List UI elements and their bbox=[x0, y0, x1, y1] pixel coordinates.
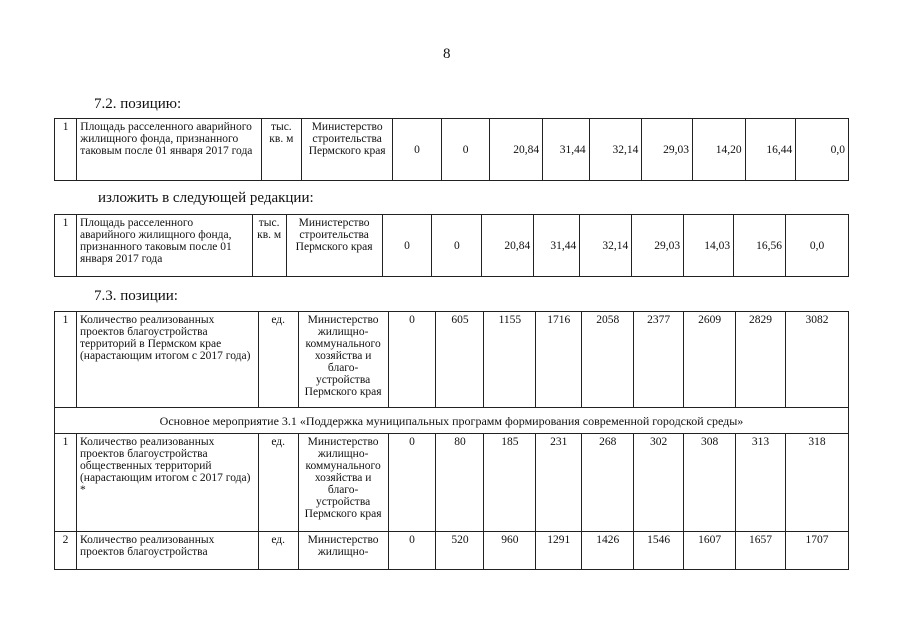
value-cell: 0 bbox=[441, 119, 490, 181]
indicator-cell: Количество реализованных проектов благоустройства территорий в Пермском крае (нарастающим итогом с 2017 года) bbox=[76, 312, 258, 408]
value-cell: 80 bbox=[436, 434, 484, 532]
value-cell: 302 bbox=[634, 434, 684, 532]
indicator-cell: Количество реализованных проектов благоустройства общественных территорий (нарастающим итогом с 2017 года) * bbox=[76, 434, 258, 532]
value-cell: 318 bbox=[786, 434, 849, 532]
indicator-cell: Площадь расселенного аварийного жилищного фонда, признанного таковым после 01 января 2017 года bbox=[77, 119, 261, 181]
positions-73-table bbox=[54, 311, 849, 570]
value-cell: 2829 bbox=[736, 312, 786, 408]
value-cell: 605 bbox=[436, 312, 484, 408]
ministry-cell: Министерство строительства Пермского края bbox=[286, 215, 382, 277]
value-cell: 14,20 bbox=[692, 119, 745, 181]
row-number: 1 bbox=[55, 312, 77, 408]
unit-cell: ед. bbox=[258, 312, 298, 408]
ministry-cell: Министерство жилищно-коммунального хозяйства и благо-устройства Пермского края bbox=[298, 312, 388, 408]
row-number: 1 bbox=[55, 215, 77, 277]
value-cell: 2058 bbox=[582, 312, 634, 408]
main-activity-subheader: Основное мероприятие 3.1 «Поддержка муниципальных программ формирования современной городской среды» bbox=[55, 408, 849, 434]
value-cell: 1155 bbox=[484, 312, 536, 408]
page-number: 8 bbox=[443, 46, 451, 62]
value-cell: 520 bbox=[436, 532, 484, 570]
redaction-text: изложить в следующей редакции: bbox=[98, 190, 314, 206]
value-cell: 14,03 bbox=[684, 215, 734, 277]
value-cell: 16,56 bbox=[734, 215, 786, 277]
indicator-cell: Количество реализованных проектов благоустройства bbox=[76, 532, 258, 570]
ministry-cell: Министерство жилищно-коммунального хозяйства и благо-устройства Пермского края bbox=[298, 434, 388, 532]
value-cell: 0,0 bbox=[786, 215, 849, 277]
unit-cell: ед. bbox=[258, 532, 298, 570]
unit-cell: ед. bbox=[258, 434, 298, 532]
value-cell: 31,44 bbox=[543, 119, 590, 181]
value-cell: 29,03 bbox=[642, 119, 693, 181]
section-73-heading: 7.3. позиции: bbox=[94, 288, 178, 304]
new-position-table bbox=[54, 214, 849, 277]
value-cell: 2377 bbox=[634, 312, 684, 408]
row-number: 1 bbox=[55, 119, 77, 181]
value-cell: 231 bbox=[536, 434, 582, 532]
row-number: 1 bbox=[55, 434, 77, 532]
value-cell: 20,84 bbox=[482, 215, 534, 277]
value-cell: 185 bbox=[484, 434, 536, 532]
value-cell: 0 bbox=[388, 532, 436, 570]
value-cell: 16,44 bbox=[745, 119, 796, 181]
section-72-heading: 7.2. позицию: bbox=[94, 96, 182, 112]
value-cell: 29,03 bbox=[632, 215, 684, 277]
value-cell: 960 bbox=[484, 532, 536, 570]
value-cell: 313 bbox=[736, 434, 786, 532]
value-cell: 1657 bbox=[736, 532, 786, 570]
value-cell: 0,0 bbox=[796, 119, 849, 181]
value-cell: 31,44 bbox=[534, 215, 580, 277]
indicator-cell: Площадь расселенного аварийного жилищного фонда, признанного таковым после 01 января 2017 года bbox=[76, 215, 252, 277]
value-cell: 268 bbox=[582, 434, 634, 532]
ministry-cell: Министерство жилищно- bbox=[298, 532, 388, 570]
value-cell: 1426 bbox=[582, 532, 634, 570]
value-cell: 0 bbox=[393, 119, 442, 181]
value-cell: 0 bbox=[382, 215, 432, 277]
value-cell: 32,14 bbox=[589, 119, 642, 181]
row-number: 2 bbox=[55, 532, 77, 570]
value-cell: 0 bbox=[388, 312, 436, 408]
unit-cell: тыс. кв. м bbox=[252, 215, 286, 277]
value-cell: 32,14 bbox=[580, 215, 632, 277]
old-position-table bbox=[54, 118, 849, 181]
value-cell: 3082 bbox=[786, 312, 849, 408]
unit-cell: тыс. кв. м bbox=[261, 119, 302, 181]
value-cell: 1607 bbox=[684, 532, 736, 570]
value-cell: 1291 bbox=[536, 532, 582, 570]
value-cell: 1546 bbox=[634, 532, 684, 570]
value-cell: 0 bbox=[388, 434, 436, 532]
ministry-cell: Министерство строительства Пермского края bbox=[302, 119, 393, 181]
value-cell: 2609 bbox=[684, 312, 736, 408]
value-cell: 1716 bbox=[536, 312, 582, 408]
value-cell: 0 bbox=[432, 215, 482, 277]
value-cell: 1707 bbox=[786, 532, 849, 570]
value-cell: 20,84 bbox=[490, 119, 543, 181]
value-cell: 308 bbox=[684, 434, 736, 532]
